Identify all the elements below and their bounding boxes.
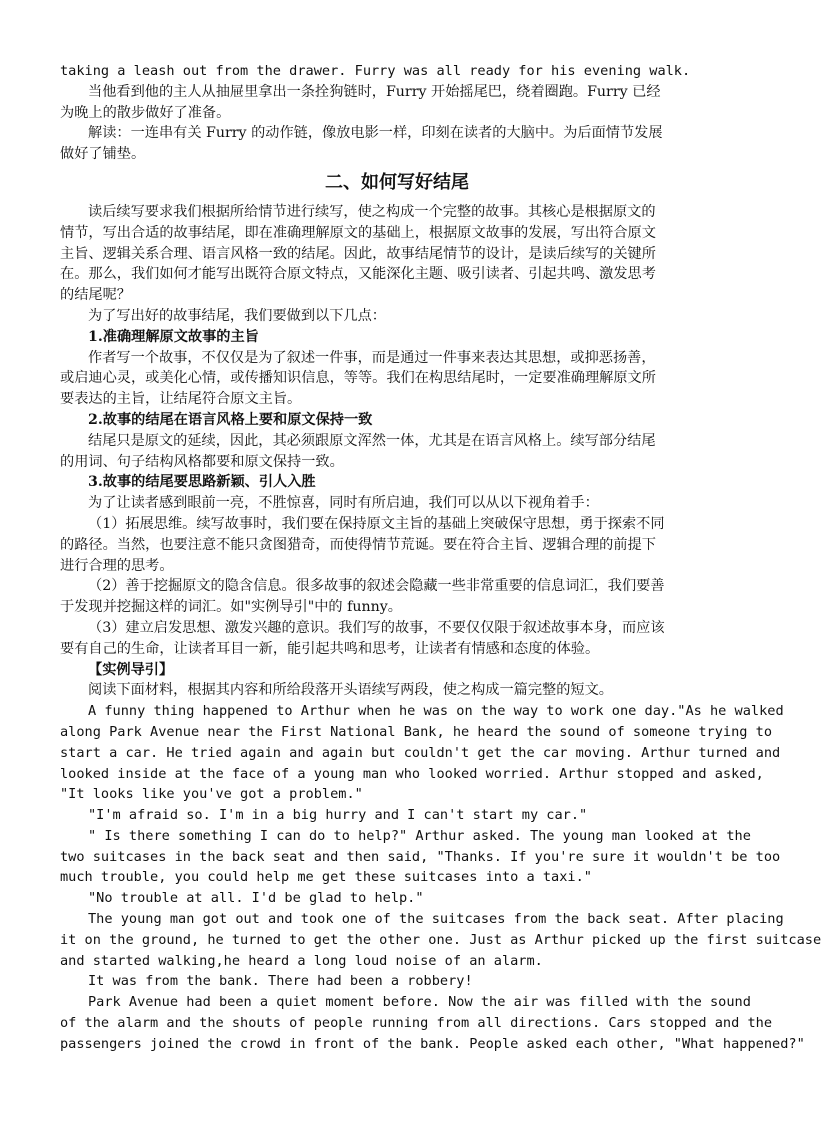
paragraph-line: （1）拓展思维。续写故事时，我们要在保持原文主旨的基础上突破保守思想，勇于探索不同 — [88, 515, 665, 532]
story-passage — [60, 701, 821, 1055]
paragraph-line: 或启迪心灵，或美化心情，或传播知识信息，等等。我们在构思结尾时，一定要准确理解原文所 — [60, 370, 656, 387]
example-instruction: 阅读下面材料，根据其内容和所给段落开头语续写两段，使之构成一篇完整的短文。 — [88, 682, 613, 699]
paragraph-line: 为了让读者感到眼前一亮，不胜惊喜，同时有所启迪，我们可以从以下视角着手： — [88, 495, 599, 512]
paragraph-line: 情节，写出合适的故事结尾，即在准确理解原文的基础上，根据原文故事的发展，写出符合原文 — [60, 224, 656, 241]
paragraph-line: 作者写一个故事，不仅仅是为了叙述一件事，而是通过一件事来表达其思想，或抑恶扬善， — [88, 349, 656, 366]
story-line: of the alarm and the shouts of people running from all directions. Cars stopped and the — [60, 1015, 773, 1032]
story-line: "I'm afraid so. I'm in a big hurry and I can't start my car." — [88, 807, 588, 824]
point-heading: 1.准确理解原文故事的主旨 — [88, 328, 259, 345]
intro-line: taking a leash out from the drawer. Furry was all ready for his evening walk. — [60, 63, 691, 79]
paragraph-line: 的路径。当然，也要注意不能只贪图猎奇，而使得情节荒诞。要在符合主旨、逻辑合理的前提下 — [60, 536, 656, 553]
story-line: " Is there something I can do to help?" Arthur asked. The young man looked at the — [88, 827, 751, 844]
document-page — [60, 61, 821, 1055]
intro-line: 为晚上的散步做好了准备。 — [60, 104, 231, 121]
story-line: two suitcases in the back seat and then said, "Thanks. If you're sure it wouldn't be too — [60, 848, 781, 865]
paragraph-line: 的用词、句子结构风格都要和原文保持一致。 — [60, 453, 344, 470]
paragraph-line: 的结尾呢？ — [60, 287, 131, 304]
intro-line: 当他看到他的主人从抽屉里拿出一条拴狗链时，Furry 开始摇尾巴，绕着圈跑。Furry 已经 — [88, 83, 661, 100]
paragraph-line: 要有自己的生命，让读者耳目一新，能引起共鸣和思考，让读者有情感和态度的体验。 — [60, 640, 600, 657]
section-title: 二、如何写好结尾 — [325, 171, 469, 193]
paragraph-line: （2）善于挖掘原文的隐含信息。很多故事的叙述会隐藏一些非常重要的信息词汇，我们要善 — [88, 578, 665, 595]
paragraph-line: 要表达的主旨，让结尾符合原文主旨。 — [60, 391, 302, 408]
story-line: "No trouble at all. I'd be glad to help." — [88, 890, 424, 907]
story-line: passengers joined the crowd in front of the bank. People asked each other, "What happened?" — [60, 1035, 805, 1052]
story-line: and started walking,he heard a long loud noise of an alarm. — [60, 952, 543, 969]
intro-line: 做好了铺垫。 — [60, 146, 146, 163]
story-line: it on the ground, he turned to get the other one. Just as Arthur picked up the first suitcase — [60, 931, 821, 948]
point-heading: 3.故事的结尾要思路新颖、引人入胜 — [88, 474, 316, 491]
paragraph-line: 为了写出好的故事结尾，我们要做到以下几点： — [88, 307, 386, 324]
paragraph-line: 读后续写要求我们根据所给情节进行续写，使之构成一个完整的故事。其核心是根据原文的 — [88, 203, 656, 220]
story-line: The young man got out and took one of the suitcases from the back seat. After placing — [88, 911, 784, 928]
story-line: "It looks like you've got a problem." — [60, 786, 363, 803]
story-line: Park Avenue had been a quiet moment before. Now the air was filled with the sound — [88, 994, 751, 1011]
paragraph-line: 进行合理的思考。 — [60, 557, 174, 574]
story-line: looked inside at the face of a young man who looked worried. Arthur stopped and asked, — [60, 765, 764, 782]
story-line: start a car. He tried again and again but couldn't get the car moving. Arthur turned and — [60, 744, 781, 761]
story-line: It was from the bank. There had been a robbery! — [88, 973, 473, 990]
story-line: much trouble, you could help me get these suitcases into a taxi." — [60, 869, 592, 886]
intro-line: 解读：一连串有关 Furry 的动作链，像放电影一样，印刻在读者的大脑中。为后面情节发展 — [88, 125, 663, 142]
paragraph-line: 主旨、逻辑关系合理、语言风格一致的结尾。因此，故事结尾情节的设计，是读后续写的关键所 — [60, 245, 656, 262]
paragraph-line: 结尾只是原文的延续，因此，其必须跟原文浑然一体，尤其是在语言风格上。续写部分结尾 — [88, 432, 656, 449]
example-heading: 【实例导引】 — [88, 661, 174, 678]
paragraph-line: 于发现并挖掘这样的词汇。如"实例导引"中的 funny。 — [60, 599, 402, 616]
story-line: along Park Avenue near the First National Bank, he heard the sound of someone trying to — [60, 723, 773, 740]
paragraph-line: （3）建立启发思想、激发兴趣的意识。我们写的故事，不要仅仅限于叙述故事本身，而应该 — [88, 619, 665, 636]
paragraph-line: 在。那么，我们如何才能写出既符合原文特点，又能深化主题、吸引读者、引起共鸣、激发思考 — [60, 266, 656, 283]
story-line: A funny thing happened to Arthur when he was on the way to work one day."As he walked — [88, 703, 784, 720]
point-heading: 2.故事的结尾在语言风格上要和原文保持一致 — [88, 411, 373, 428]
